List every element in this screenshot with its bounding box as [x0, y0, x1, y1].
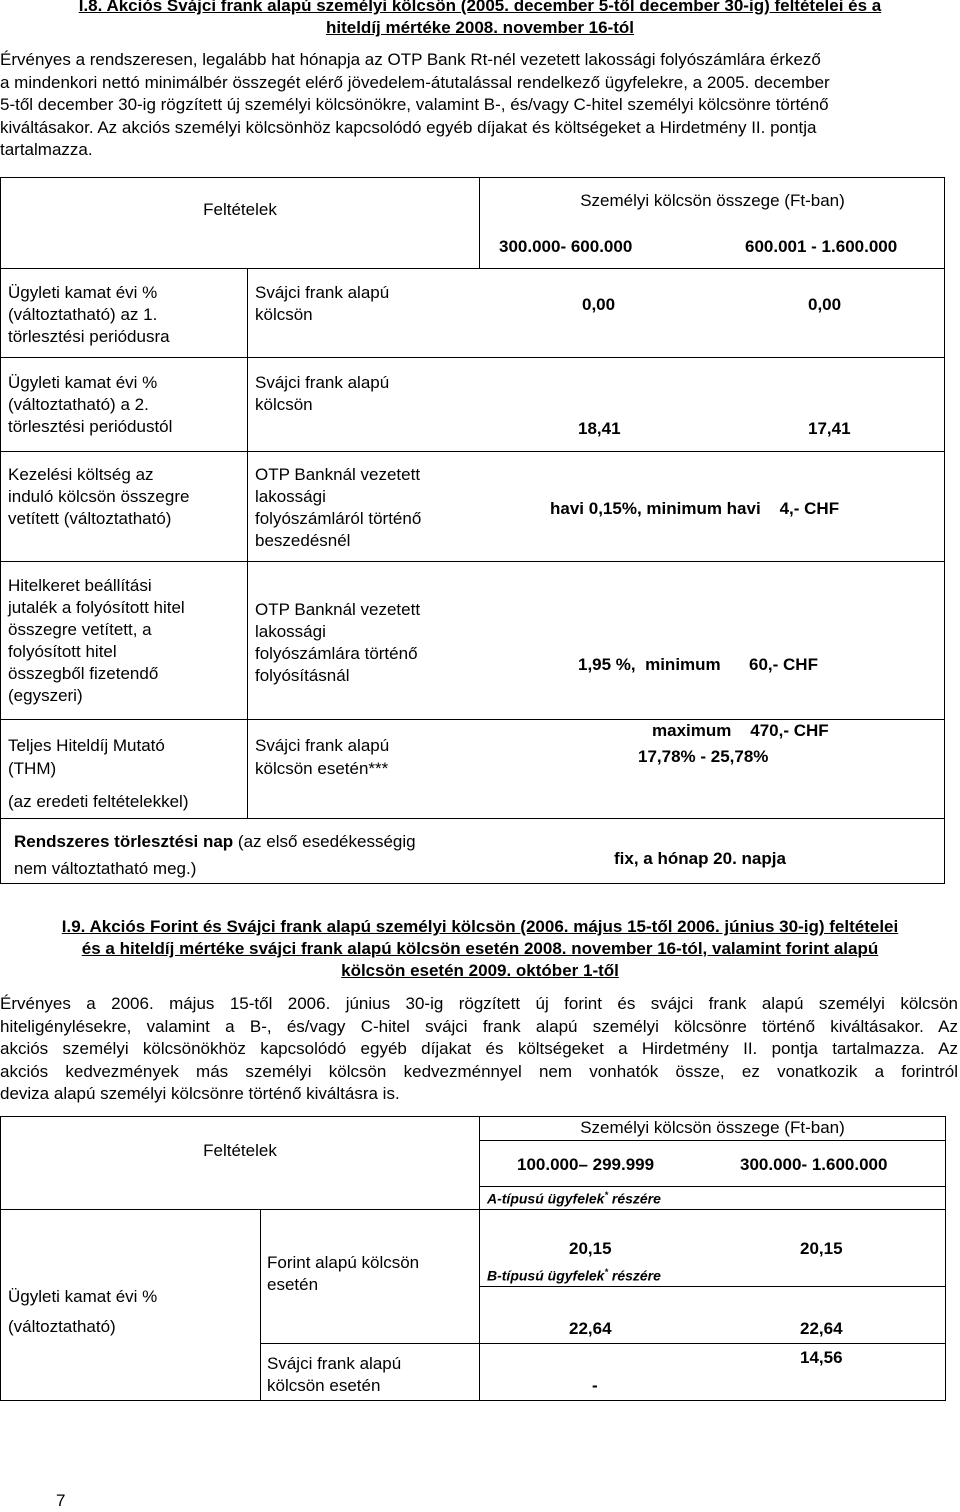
table1-range-1: 300.000- 600.000: [499, 237, 633, 256]
table1-row5-value: 17,78% - 25,78%: [638, 747, 769, 766]
table1-row6-label: Rendszeres törlesztési nap (az első esedékességig nem változtatható meg.): [14, 832, 416, 878]
table2-forint-label: Forint alapú kölcsön esetén: [267, 1253, 420, 1294]
section2-paragraph: Érvényes a 2006. május 15-től 2006. június 30-ig rögzített új forint és svájci frank alapú személyi kölcsön hiteligénylésekre, valamint a B-, és/vagy C-hitel svájci frank alapú személyi kölcsönre történő kiváltásakor. Az akciós személyi kölcsönökhöz kapcsolódó egyéb díjakat és költségeket a Hirdetmény II. pontja tartalmazza. Az akciós kedvezmények más személyi kölcsön kedvezménnyel nem vonhatók össze, ez vonatkozik a forintról deviza alapú személyi kölcsönre történő kiváltásra is.: [0, 994, 958, 1103]
table2-a-value-2: 20,15: [800, 1239, 843, 1258]
table1-row3-value: havi 0,15%, minimum havi 4,- CHF: [550, 499, 840, 518]
section1-heading: I.8. Akciós Svájci frank alapú személyi kölcsön (2005. december 5-től december 30-ig) feltételei és a hiteldíj mértéke 2008. november 16-tól: [78, 0, 882, 37]
table2-b-value-2: 22,64: [800, 1319, 843, 1338]
table1-row1-value-1: 0,00: [582, 295, 616, 314]
section2-heading: I.9. Akciós Forint és Svájci frank alapú személyi kölcsön (2006. május 15-től 2006. június 30-ig) feltételei és a hiteldíj mértéke svájci frank alapú kölcsön esetén 2008. november 16-tól, valamint forint alapú kölcsön esetén 2009. október 1-től: [61, 917, 899, 980]
table1-row2-type: Svájci frank alapú kölcsön: [255, 373, 390, 414]
table2-b-value-1: 22,64: [569, 1319, 612, 1338]
table2-range-2: 300.000- 1.600.000: [740, 1155, 888, 1174]
table1-row2-value-1: 18,41: [578, 419, 621, 438]
table1-range-2: 600.001 - 1.600.000: [745, 237, 898, 256]
table1-row2-label: Ügyleti kamat évi % (változtatható) a 2. törlesztési periódustól: [8, 373, 173, 436]
table2-row-label: Ügyleti kamat évi % (változtatható): [8, 1287, 158, 1336]
table1-row4-value: 1,95 %, minimum 60,- CHF maximum 470,- CHF: [578, 655, 829, 740]
table2-chf-label: Svájci frank alapú kölcsön esetén: [267, 1354, 402, 1395]
table1-header-conditions: Feltételek: [203, 200, 277, 219]
section1-paragraph: Érvényes a rendszeresen, legalább hat hónapja az OTP Bank Rt-nél vezetett lakossági folyószámlára érkező a mindenkori nettó minimálbér összegét elérő jövedelem-átutalással rendelkező ügyfelekre, a 2005. december 5-től december 30-ig rögzített új személyi kölcsönökre, valamint B-, és/vagy C-hitel személyi kölcsönre történő kiváltásakor. Az akciós személyi kölcsönhöz kapcsolódó egyéb díjakat és költségeket a Hirdetmény II. pontja tartalmazza.: [0, 50, 830, 159]
table2-chf-value-2: 14,56: [800, 1348, 843, 1367]
table1-row4-label: Hitelkeret beállítási jutalék a folyósított hitel összegre vetített, a folyósított hitel összegből fizetendő (egyszeri): [8, 576, 185, 705]
table2-b-type-label: B-típusú ügyfelek* részére: [487, 1267, 661, 1284]
table1-row3-label: Kezelési költség az induló kölcsön összegre vetített (változtatható): [8, 465, 190, 528]
table1-row5-label: Teljes Hiteldíj Mutató (THM) (az eredeti feltételekkel): [8, 736, 189, 811]
page-number: 7: [56, 1491, 66, 1510]
table1-row1-label: Ügyleti kamat évi % (változtatható) az 1. törlesztési periódusra: [8, 283, 170, 346]
table1-row6-value: fix, a hónap 20. napja: [614, 849, 786, 868]
table1-header-amount: Személyi kölcsön összege (Ft-ban): [580, 191, 845, 210]
table2-a-value-1: 20,15: [569, 1239, 612, 1258]
table1-row2-value-2: 17,41: [808, 419, 851, 438]
table2-header-amount: Személyi kölcsön összege (Ft-ban): [580, 1118, 845, 1137]
table1-row4-type: OTP Banknál vezetett lakossági folyószámlára történő folyósításnál: [255, 600, 421, 685]
table2-header-conditions: Feltételek: [203, 1141, 277, 1160]
table1-row1-value-2: 0,00: [808, 295, 842, 314]
table1-row3-type: OTP Banknál vezetett lakossági folyószámláról történő beszedésnél: [255, 465, 422, 550]
table2-range-1: 100.000– 299.999: [517, 1155, 655, 1174]
table1-row1-type: Svájci frank alapú kölcsön: [255, 283, 390, 324]
table1-row5-type: Svájci frank alapú kölcsön esetén***: [255, 736, 390, 778]
table2-chf-value-1: -: [592, 1376, 598, 1395]
table2-a-type-label: A-típusú ügyfelek* részére: [487, 1190, 661, 1207]
